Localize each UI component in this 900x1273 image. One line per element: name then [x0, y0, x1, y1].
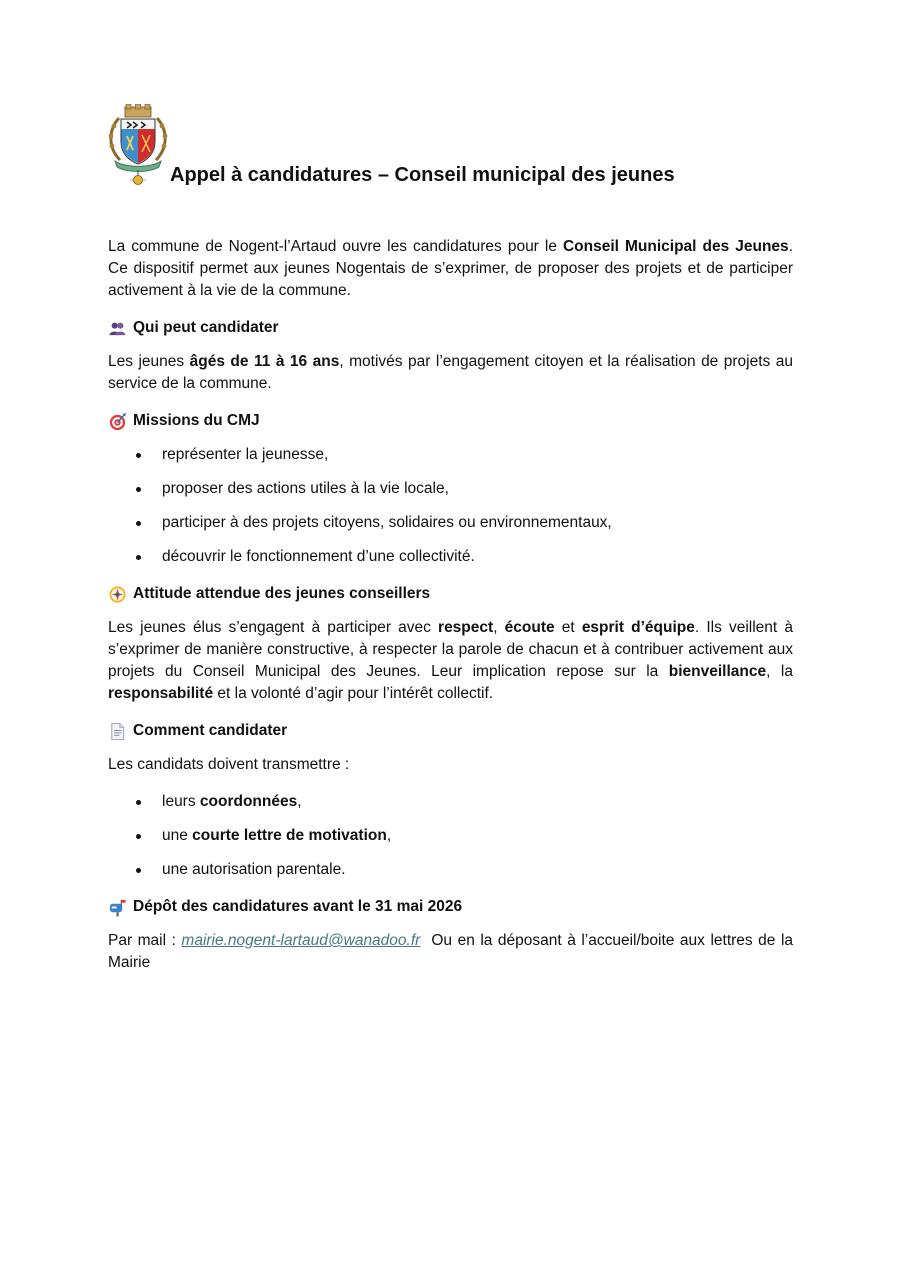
- apply-lead: Les candidats doivent transmettre :: [108, 756, 350, 773]
- attitude-paragraph: Les jeunes élus s’engagent à participer avec respect, écoute et esprit d’équipe. Ils veillent à s’exprimer de manière constructive, à respecter la parole de chacun et à contribuer activement aux projets du Conseil Municipal des Jeunes. Leur implication repose sur la bienveillance, la responsabilité et la volonté d’agir pour l’intérêt collectif.: [108, 619, 793, 702]
- intro-paragraph: La commune de Nogent-l’Artaud ouvre les candidatures pour le Conseil Municipal des Jeunes. Ce dispositif permet aux jeunes Nogentais de s’exprimer, de proposer des projets et de participer activement à la vie de la commune.: [108, 238, 793, 299]
- who-paragraph: Les jeunes âgés de 11 à 16 ans, motivés par l’engagement citoyen et la réalisation de projets au service de la commune.: [108, 353, 794, 392]
- document-icon: [108, 722, 127, 741]
- list-item: une autorisation parentale.: [108, 859, 793, 881]
- mailbox-icon: [108, 898, 127, 917]
- list-item: participer à des projets citoyens, solidaires ou environnementaux,: [108, 512, 793, 534]
- apply-list: [108, 791, 793, 881]
- town-crest-logo: [105, 104, 171, 188]
- section-heading-attitude: Attitude attendue des jeunes conseillers: [108, 583, 793, 605]
- list-item: découvrir le fonctionnement d’une collectivité.: [108, 546, 793, 568]
- deposit-paragraph: Par mail : mairie.nogent-lartaud@wanadoo.fr Ou en la déposant à l’accueil/boite aux lettres de la Mairie: [108, 932, 798, 971]
- missions-list: [108, 444, 793, 568]
- section-heading-who: Qui peut candidater: [108, 317, 793, 339]
- section-heading-deposit: Dépôt des candidatures avant le 31 mai 2026: [108, 896, 793, 918]
- page-title: Appel à candidatures – Conseil municipal des jeunes: [170, 164, 675, 186]
- list-item: leurs coordonnées,: [108, 791, 793, 813]
- document-body: [108, 236, 798, 974]
- target-icon: [108, 412, 127, 431]
- compass-icon: [108, 585, 127, 604]
- list-item: représenter la jeunesse,: [108, 444, 793, 466]
- list-item: une courte lettre de motivation,: [108, 825, 793, 847]
- section-heading-apply: Comment candidater: [108, 720, 793, 742]
- people-icon: [108, 319, 127, 338]
- section-heading-missions: Missions du CMJ: [108, 410, 793, 432]
- email-link[interactable]: mairie.nogent-lartaud@wanadoo.fr: [181, 932, 421, 949]
- list-item: proposer des actions utiles à la vie locale,: [108, 478, 793, 500]
